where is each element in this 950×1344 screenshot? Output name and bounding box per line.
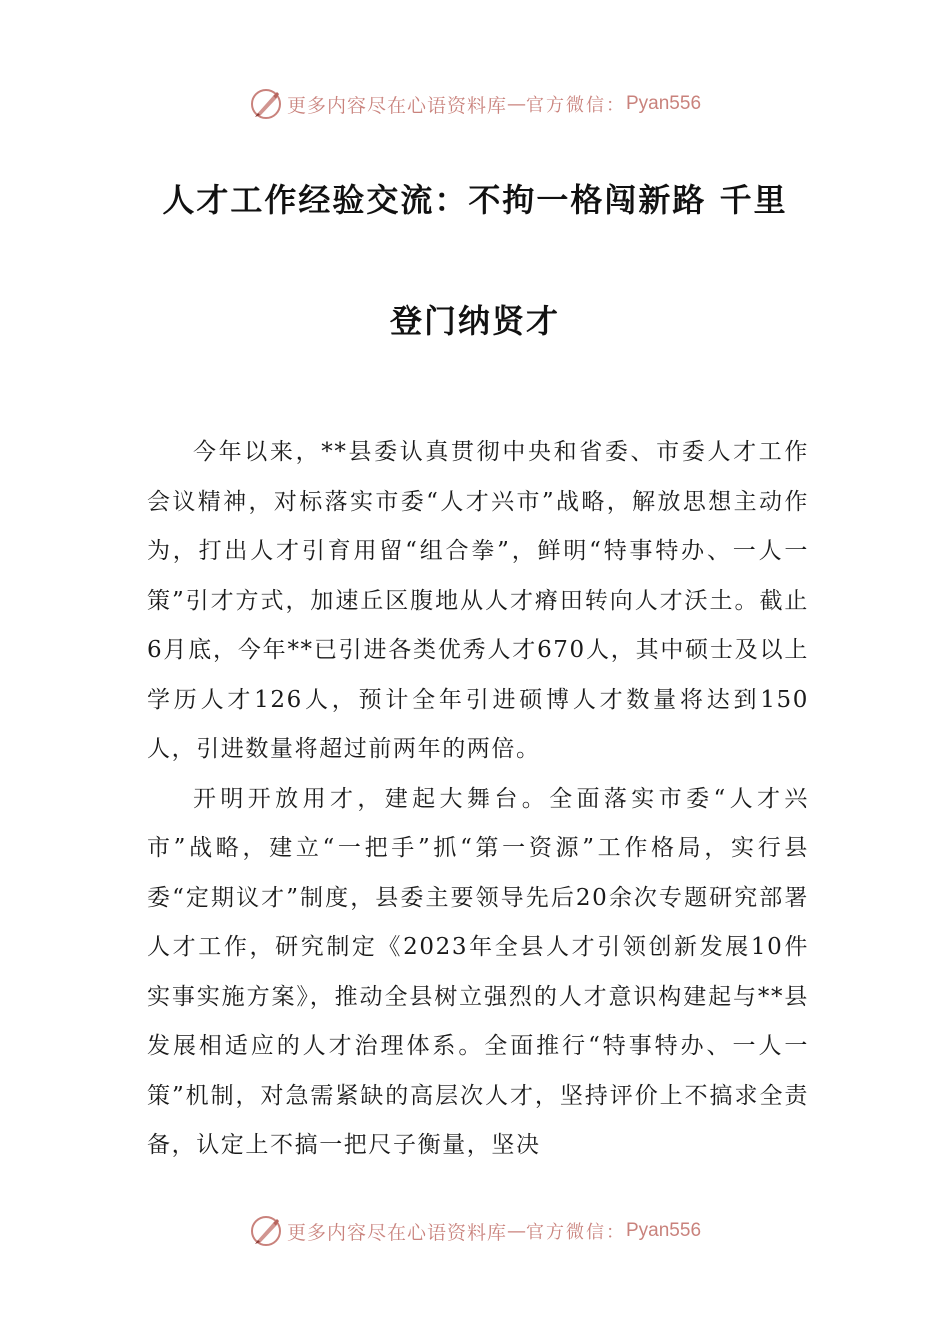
body-paragraph-2: 开明开放用才，建起大舞台。全面落实市委“人才兴市”战略，建立“一把手”抓“第一资源”工作格局，实行县委“定期议才”制度，县委主要领导先后20余次专题研究部署人才工作，研究制定《2023年全县人才引领创新发展10件实事实施方案》，推动全县树立强烈的人才意识构建起与**县发展相适应的人才治理体系。全面推行“特事特办、一人一策”机制，对急需紧缺的高层次人才，坚持评价上不搞求全责备，认定上不搞一把尺子衡量，坚决 — [147, 785, 809, 1158]
watermark-wechat-label: 官方微信： — [526, 95, 626, 116]
watermark-text: 更多内容尽在心语资料库 — [286, 1221, 507, 1244]
header-watermark — [0, 84, 950, 124]
pen-logo-icon — [249, 87, 283, 121]
body-paragraph-1: 今年以来，**县委认真贯彻中央和省委、市委人才工作会议精神，对标落实市委“人才兴市”战略，解放思想主动作为，打出人才引育用留“组合拳”，鲜明“特事特办、一人一策”引才方式，加速丘区腹地从人才瘠田转向人才沃土。截止6月底，今年**已引进各类优秀人才670人，其中硕士及以上学历人才126人，预计全年引进硕博人才数量将达到150人，引进数量将超过前两年的两倍。 — [147, 439, 809, 762]
watermark-separator: — — [507, 1220, 526, 1242]
watermark-text: 更多内容尽在心语资料库 — [286, 94, 507, 117]
watermark-separator: — — [507, 93, 526, 115]
pen-logo-icon — [249, 1214, 283, 1248]
watermark-wechat-label: 官方微信： — [526, 1222, 626, 1243]
footer-watermark — [0, 1211, 950, 1251]
page-title-line2: 登门纳贤才 — [389, 302, 560, 340]
document-body — [147, 428, 809, 1171]
watermark-wechat-id: Pyan556 — [626, 1220, 702, 1241]
watermark-wechat-id: Pyan556 — [626, 93, 702, 114]
page-title-line1: 人才工作经验交流：不拘一格闯新路 千里 — [162, 181, 788, 219]
